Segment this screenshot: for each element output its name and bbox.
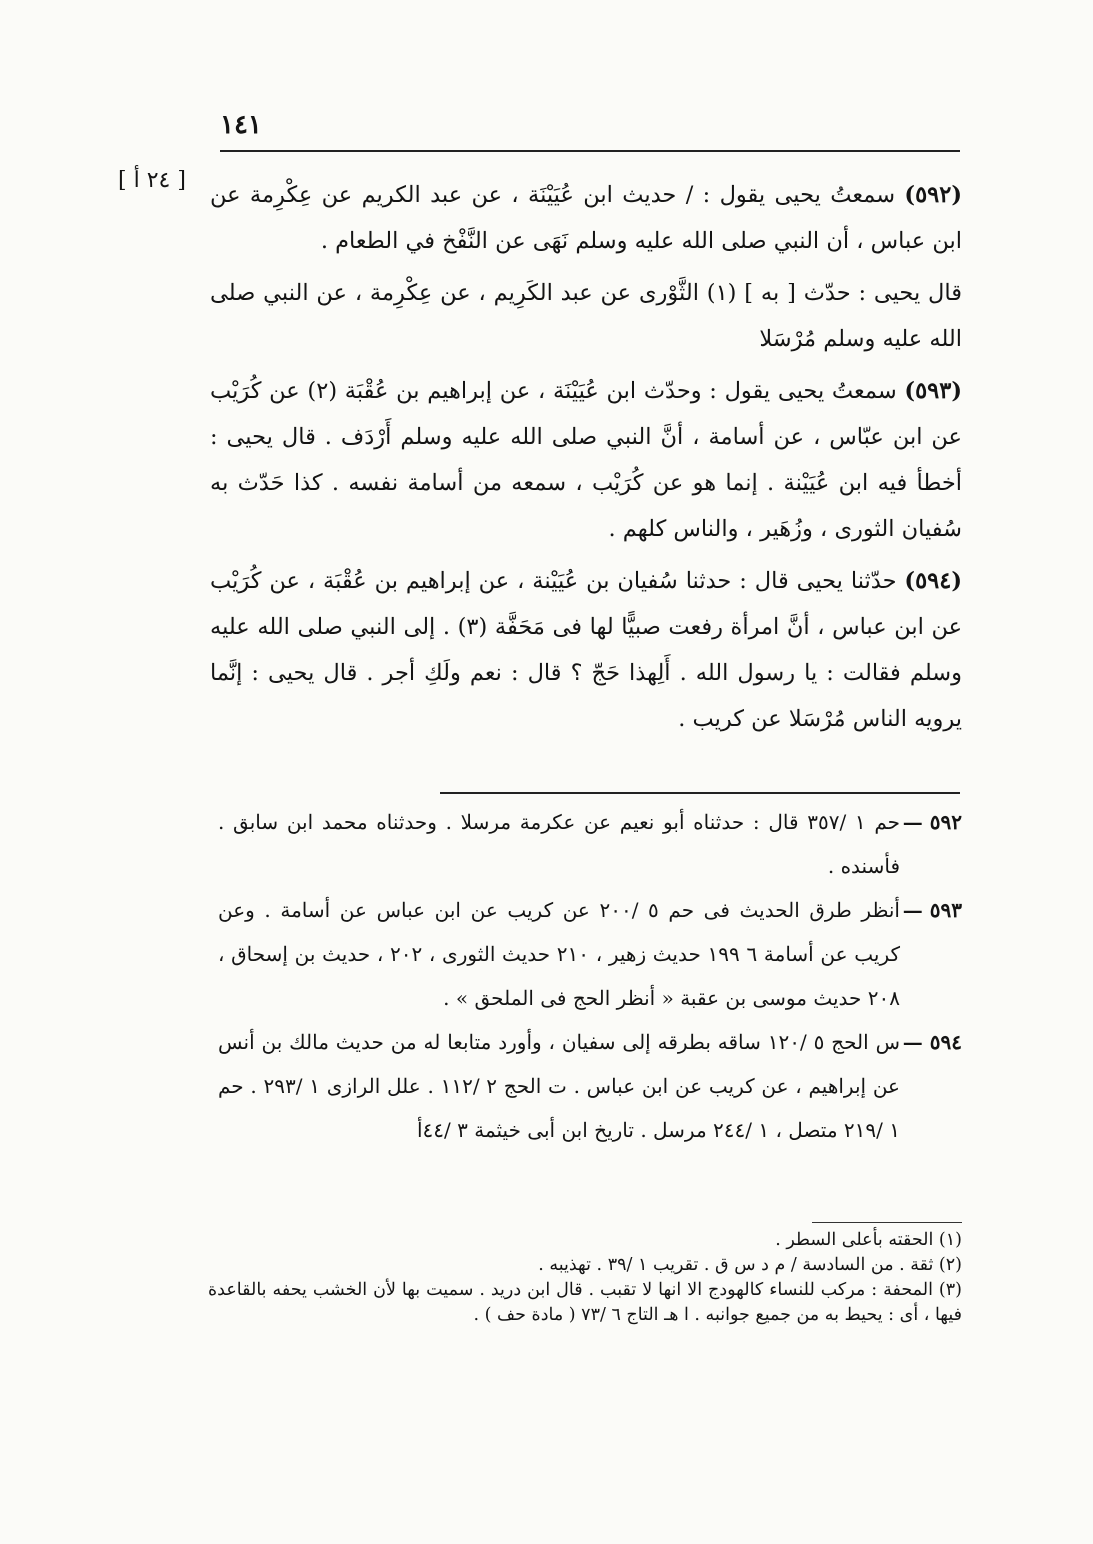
- note-text: حم ١ /٣٥٧ قال : حدثناه أبو نعيم عن عكرمة مرسلا . وحدثناه محمد ابن سابق . فأسنده .: [218, 810, 901, 878]
- hadith-number: (٥٩٤): [904, 568, 962, 594]
- paragraph-594: [210, 558, 962, 742]
- hadith-number: (٥٩٣): [904, 378, 962, 404]
- note-number: ٥٩٢ —: [902, 810, 962, 834]
- paragraph-text: حدّثنا يحيى قال : حدثنا سُفيان بن عُيَيْنة ، عن إبراهيم بن عُقْبَة ، عن كُرَيْب عن ابن عباس ، أنَّ امرأة رفعت صبيًّا لها فى مَحَفَّة (٣) . إلى النبي صلى الله عليه وسلم فقالت : يا رسول الله . أَلِهذا حَجّ ؟ قال : نعم ولَكِ أجر . قال يحيى : إنَّما يرويه الناس مُرْسَلا عن كريب .: [210, 568, 963, 732]
- page-number: ١٤١: [220, 110, 262, 140]
- paragraph-text: قال يحيى : حدّث [ به ] (١) الثَّوْرى عن عبد الكَرِيم ، عن عِكْرِمة ، عن النبي صلى الله عليه وسلم مُرْسَلا: [210, 280, 963, 352]
- folio-marker: [ ٢٤ أ ]: [118, 168, 186, 193]
- main-text: [210, 172, 962, 748]
- paragraph-592-comment: [210, 270, 962, 362]
- note-number: ٥٩٣ —: [902, 898, 962, 922]
- paragraph-text: سمعتُ يحيى يقول : وحدّث ابن عُيَيْنَة ، عن إبراهيم بن عُقْبَة (٢) عن كُرَيْب عن ابن عبّاس ، عن أسامة ، أنَّ النبي صلى الله عليه وسلم أَرْدَف . قال يحيى : أخطأ فيه ابن عُيَيْنة . إنما هو عن كُرَيْب ، سمعه من أسامة نفسه . كذا حَدّث به سُفيان الثورى ، وزُهَير ، والناس كلهم .: [210, 378, 962, 542]
- footnote-2: (٢) ثقة . من السادسة / م د س ق . تقريب ١ /٣٩ . تهذيبه .: [538, 1255, 962, 1275]
- note-594: [218, 1020, 962, 1152]
- footnotes: [208, 1228, 962, 1328]
- header-rule: [220, 150, 960, 152]
- note-text: س الحج ٥ /١٢٠ ساقه بطرقه إلى سفيان ، وأورد متابعا له من حديث مالك بن أنس عن إبراهيم ، عن كريب عن ابن عباس . ت الحج ٢ /١١٢ . علل الرازى ١ /٢٩٣ . حم ١ /٢١٩ متصل ، ١ /٢٤٤ مرسل . تاريخ ابن أبى خيثمة ٣ /٤٤أ: [218, 1030, 900, 1142]
- footnote-rule: [812, 1222, 962, 1223]
- note-593: [218, 888, 962, 1020]
- note-number: ٥٩٤ —: [902, 1030, 962, 1054]
- takhrij-notes: [218, 800, 962, 1152]
- paragraph-text: سمعتُ يحيى يقول : / حديث ابن عُيَيْنَة ، عن عبد الكريم عن عِكْرِمة عن ابن عباس ، أن النبي صلى الله عليه وسلم نَهَى عن النَّفْخ في الطعام .: [210, 182, 962, 254]
- note-592: [218, 800, 962, 888]
- footnote-1: (١) الحقته بأعلى السطر .: [775, 1230, 962, 1250]
- note-text: أنظر طرق الحديث فى حم ٥ /٢٠٠ عن كريب عن ابن عباس عن أسامة . وعن كريب عن أسامة ٦ ١٩٩ حديث زهير ، ٢١٠ حديث الثورى ، ٢٠٢ ، حديث بن إسحاق ، ٢٠٨ حديث موسى بن عقبة « أنظر الحج فى الملحق » .: [218, 898, 901, 1010]
- footnote-3: (٣) المحفة : مركب للنساء كالهودج الا انها لا تقبب . قال ابن دريد . سميت بها لأن الخشب يحفه بالقاعدة فيها ، أى : يحيط به من جميع جوانبه . ا هـ التاج ٦ /٧٣ ( مادة حف ) .: [208, 1280, 962, 1325]
- notes-rule: [440, 792, 960, 794]
- paragraph-592: [210, 172, 962, 264]
- hadith-number: (٥٩٢): [904, 182, 962, 208]
- paragraph-593: [210, 368, 962, 552]
